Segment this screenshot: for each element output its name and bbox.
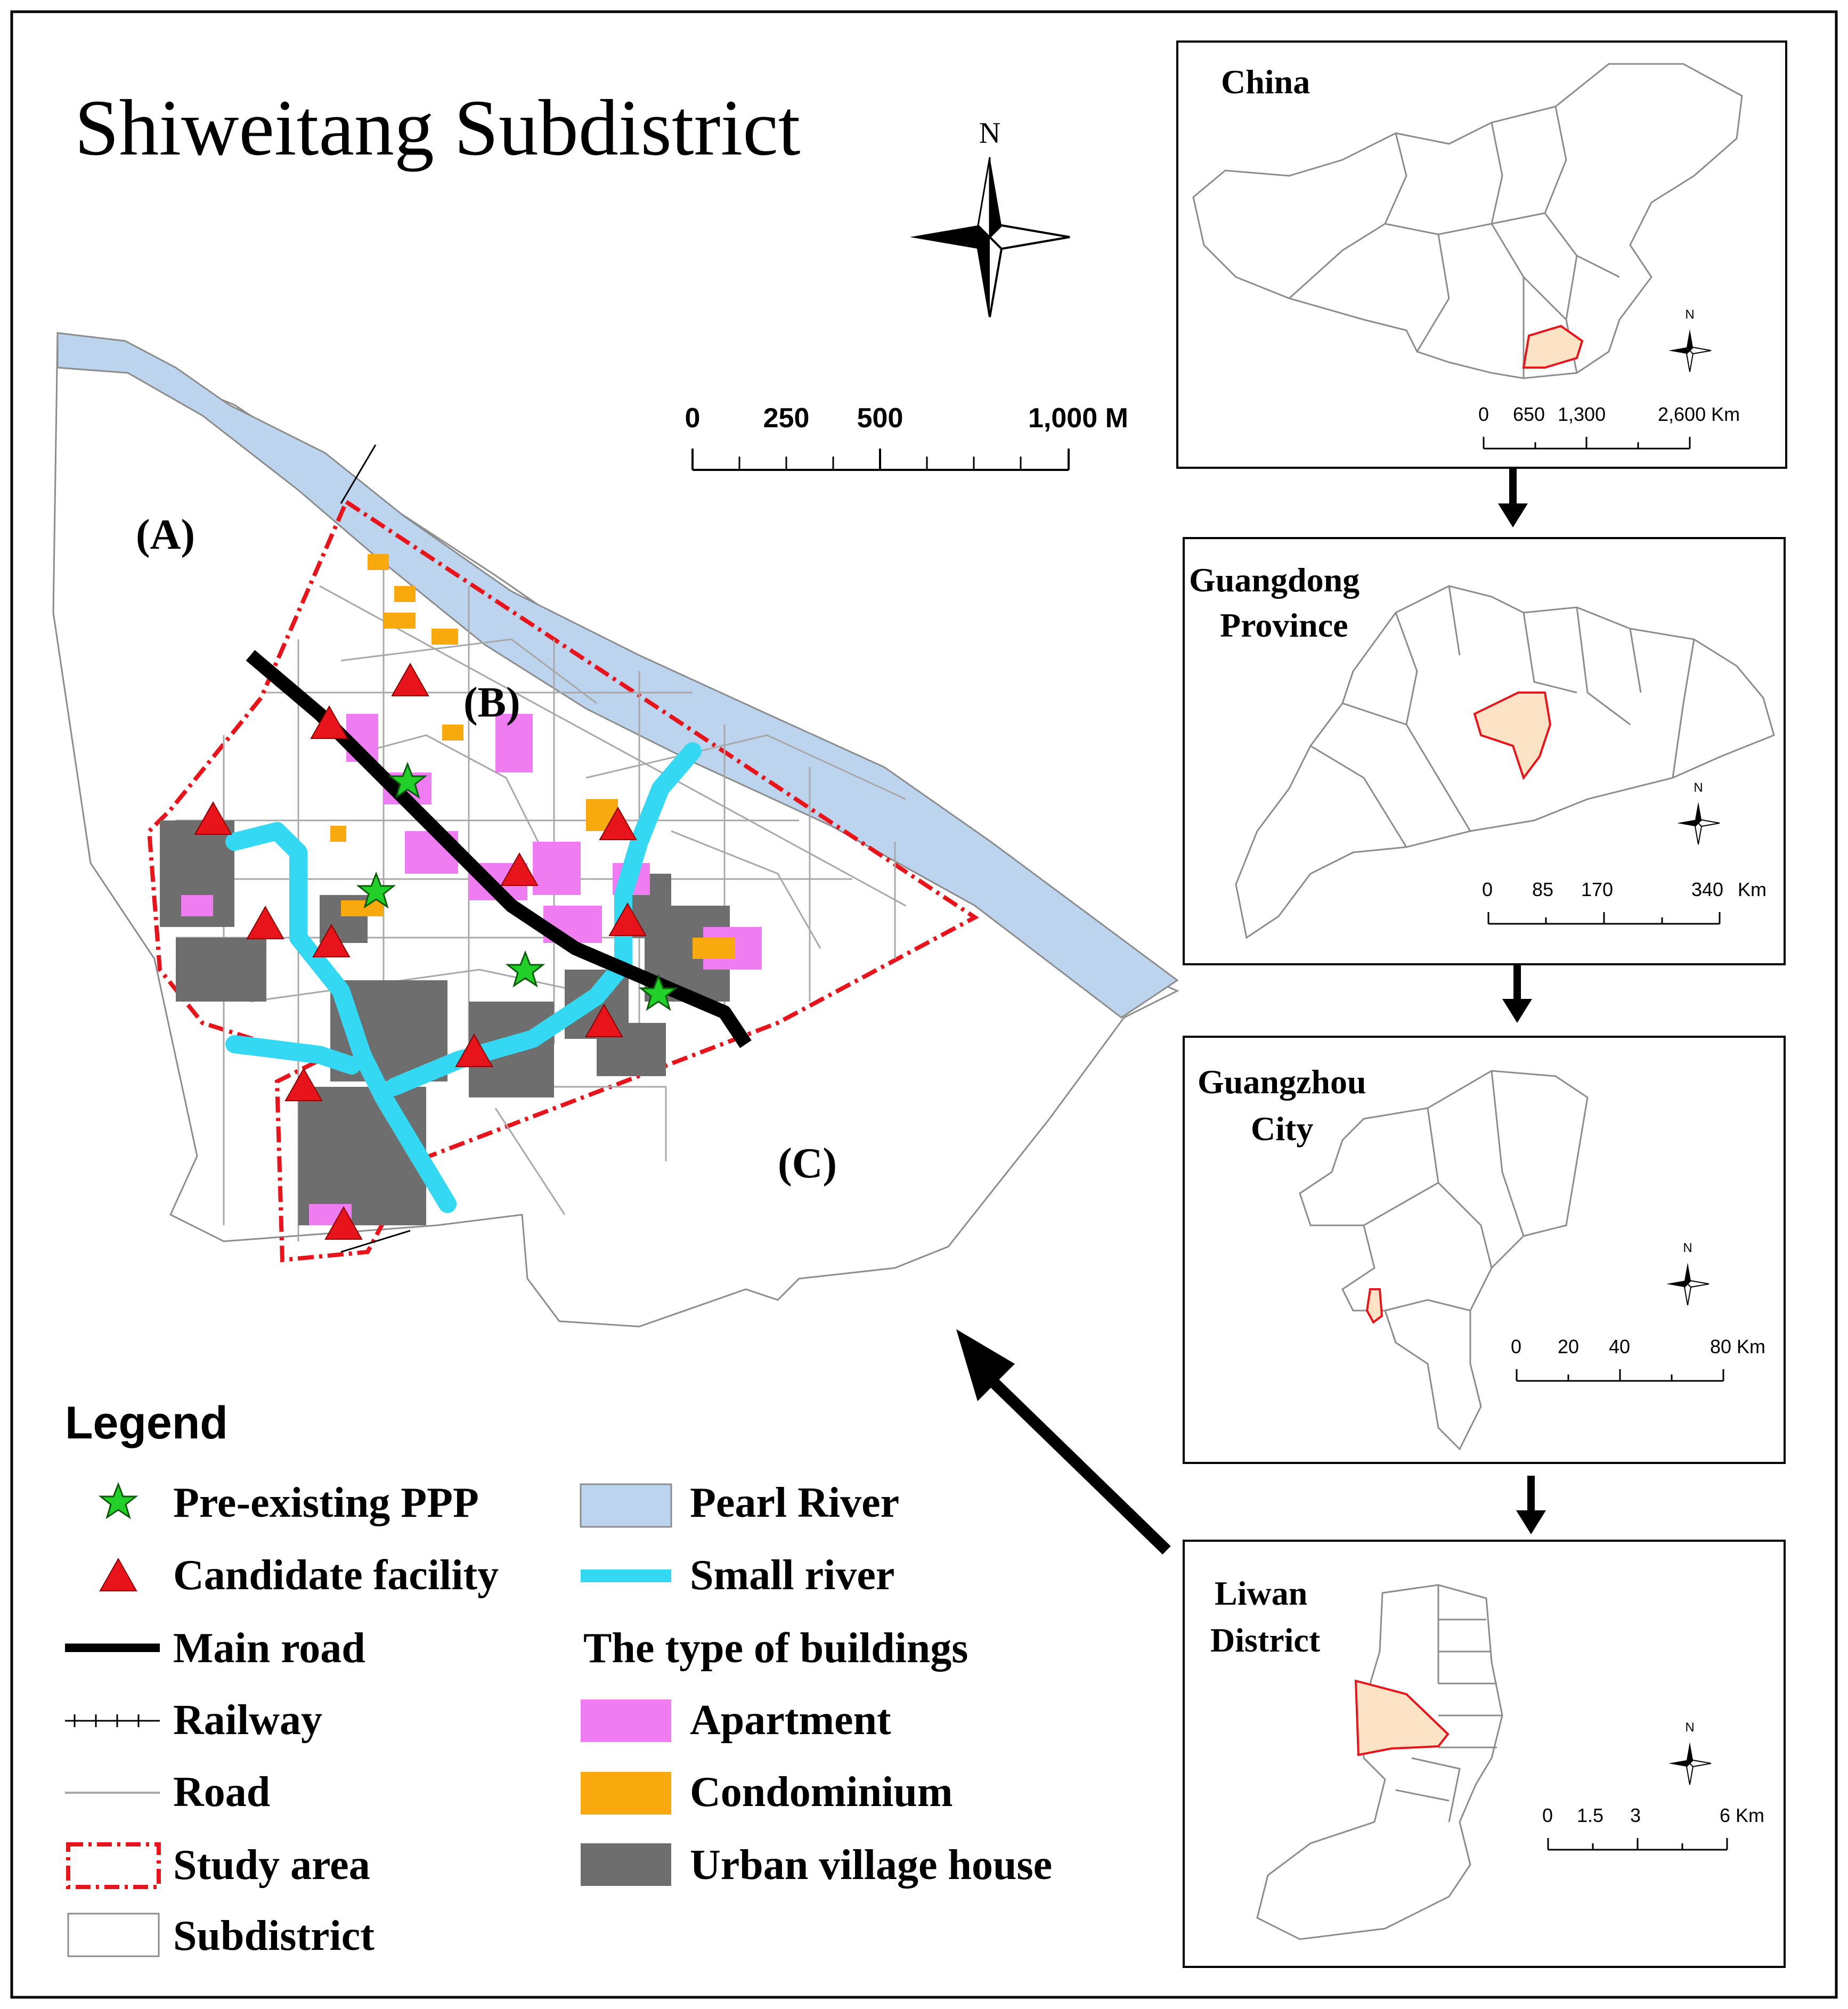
inset-guangdong — [1184, 538, 1785, 964]
inset-title-guangzhou-2: City — [1251, 1110, 1314, 1148]
inset-scale-label: 85 — [1532, 879, 1554, 900]
condominium-swatch — [581, 1772, 671, 1815]
inset-guangzhou — [1184, 1037, 1785, 1463]
inset-title-guangzhou-1: Guangzhou — [1198, 1063, 1366, 1101]
map-title: Shiweitang Subdistrict — [75, 84, 801, 172]
urban-village-swatch — [581, 1843, 671, 1886]
legend-label-ppp: Pre-existing PPP — [173, 1479, 479, 1526]
inset-title-liwan-2: District — [1210, 1621, 1321, 1659]
inset-liwan — [1184, 1541, 1785, 1967]
legend-label-building-types: The type of buildings — [583, 1625, 968, 1672]
legend-label-small-river: Small river — [690, 1552, 895, 1599]
inset-scale-label: Km — [1738, 879, 1766, 900]
inset-scale-label: 650 — [1513, 403, 1545, 425]
inset-china — [1177, 42, 1786, 468]
legend-label-candidate: Candidate facility — [173, 1552, 499, 1599]
inset-scale-label: 6 Km — [1720, 1804, 1765, 1826]
legend-label-study-area: Study area — [173, 1842, 370, 1889]
inset-title-china: China — [1221, 63, 1310, 101]
inset-scale-label: 1,300 — [1558, 403, 1606, 425]
inset-north-label: N — [1683, 1241, 1692, 1255]
legend-label-railway: Railway — [173, 1697, 322, 1744]
legend-label-condominium: Condominium — [690, 1769, 953, 1816]
scale-tick-500: 500 — [857, 403, 903, 434]
legend-label-road: Road — [173, 1769, 271, 1816]
scale-tick-0: 0 — [685, 403, 701, 434]
inset-scale-label: 3 — [1630, 1804, 1641, 1826]
apartment-swatch — [581, 1699, 671, 1742]
pearl-river-swatch — [581, 1484, 671, 1527]
study-area-swatch — [68, 1844, 159, 1887]
inset-north-label: N — [1685, 307, 1695, 322]
inset-scale-label: 2,600 Km — [1658, 403, 1740, 425]
inset-scale-label: 80 Km — [1710, 1336, 1766, 1357]
north-label: N — [979, 117, 1001, 150]
area-label-b: (B) — [463, 679, 520, 726]
inset-scale-label: 20 — [1558, 1336, 1580, 1357]
inset-north-label: N — [1685, 1720, 1695, 1735]
legend-label-main-road: Main road — [173, 1625, 365, 1672]
legend-title: Legend — [65, 1397, 228, 1449]
inset-title-guangdong-1: Guangdong — [1189, 561, 1360, 599]
inset-scale-label: 170 — [1581, 879, 1614, 900]
inset-scale-label: 0 — [1482, 879, 1493, 900]
legend-label-apartment: Apartment — [690, 1697, 891, 1744]
legend-label-subdistrict: Subdistrict — [173, 1913, 375, 1959]
inset-scale-label: 40 — [1609, 1336, 1631, 1357]
legend-label-pearl-river: Pearl River — [690, 1479, 900, 1526]
area-label-a: (A) — [136, 511, 196, 558]
inset-scale-label: 0 — [1511, 1336, 1522, 1357]
subdistrict-swatch — [68, 1914, 159, 1956]
inset-title-guangdong-2: Province — [1220, 606, 1348, 644]
inset-title-liwan-1: Liwan — [1215, 1574, 1308, 1612]
legend-label-urban-village: Urban village house — [690, 1842, 1053, 1889]
inset-scale-label: 1.5 — [1577, 1804, 1604, 1826]
inset-scale-label: 0 — [1478, 403, 1489, 425]
inset-north-label: N — [1694, 780, 1703, 795]
inset-scale-label: 340 — [1691, 879, 1724, 900]
scale-tick-1000: 1,000 M — [1028, 403, 1128, 434]
area-label-c: (C) — [778, 1140, 837, 1187]
scale-tick-250: 250 — [763, 403, 810, 434]
inset-scale-label: 0 — [1542, 1804, 1553, 1826]
